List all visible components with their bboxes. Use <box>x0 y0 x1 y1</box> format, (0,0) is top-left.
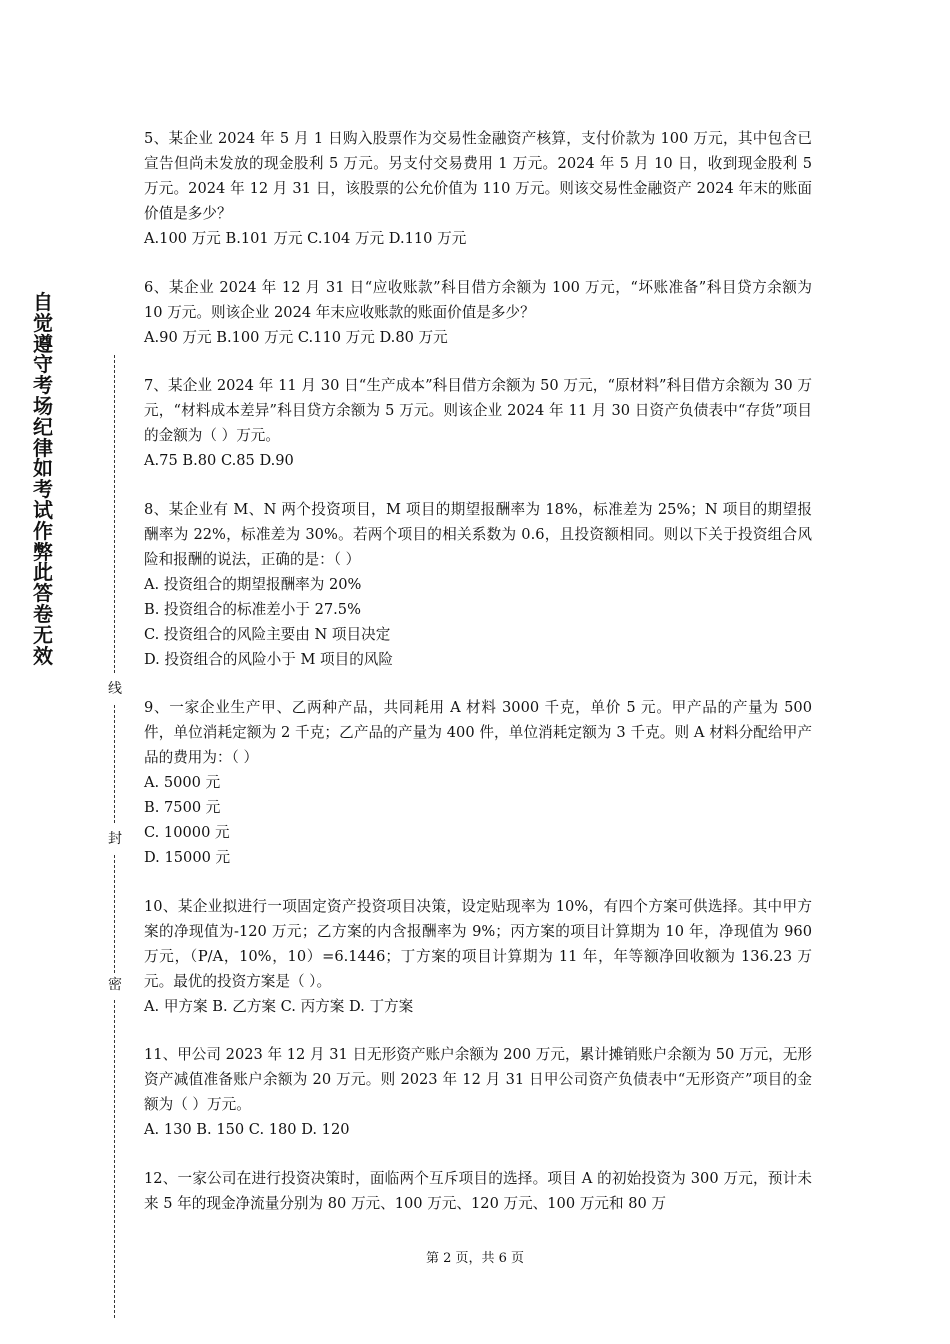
question-11 <box>144 1042 812 1142</box>
question-stem: 9、一家企业生产甲、乙两种产品，共同耗用 A 材料 3000 千克，单价 5 元。甲产品的产量为 500 件，单位消耗定额为 2 千克；乙产品的产量为 400 件，单位消耗定额为 3 千克。则 A 材料分配给甲产品的费用为：（ ） <box>144 699 812 766</box>
question-list <box>144 126 812 1239</box>
binding-mark-feng: 封 <box>108 831 122 847</box>
binding-line <box>114 705 115 823</box>
exam-discipline-notice: 自觉遵守考场纪律如考试作弊此答卷无效 <box>33 290 53 668</box>
question-stem: 11、甲公司 2023 年 12 月 31 日无形资产账户余额为 200 万元，累计摊销账户余额为 50 万元，无形资产减值准备账户余额为 20 万元。则 2023 年 12 月 31 日甲公司资产负债表中“无形资产”项目的金额为（ ）万元。 <box>144 1046 812 1113</box>
question-6 <box>144 275 812 350</box>
question-12 <box>144 1166 812 1216</box>
binding-mark-mi: 密 <box>108 977 122 993</box>
question-stem: 8、某企业有 M、N 两个投资项目，M 项目的期望报酬率为 18%，标准差为 25%；N 项目的期望报酬率为 22%，标准差为 30%。若两个项目的相关系数为 0.6，且投资额相同。则以下关于投资组合风险和报酬的说法，正确的是：（ ） <box>144 500 812 568</box>
option-d: D. 15000 元 <box>144 849 231 866</box>
question-options: A. 130 B. 150 C. 180 D. 120 <box>144 1121 350 1138</box>
binding-line <box>114 855 115 973</box>
question-8 <box>144 497 812 672</box>
question-stem: 10、某企业拟进行一项固定资产投资项目决策，设定贴现率为 10%，有四个方案可供选择。其中甲方案的净现值为-120 万元；乙方案的内含报酬率为 9%；丙方案的项目计算期为 10 年，净现值为 960 万元，（P/A，10%，10）=6.1446；丁方案的项目计算期为 11 年，年等额净回收额为 136.23 万元。最优的投资方案是（ ）。 <box>144 897 812 990</box>
question-options: A.90 万元 B.100 万元 C.110 万元 D.80 万元 <box>144 328 448 346</box>
binding-line <box>114 355 115 673</box>
page-number: 第 2 页，共 6 页 <box>425 1251 525 1266</box>
option-b: B. 7500 元 <box>144 799 221 816</box>
question-stem: 7、某企业 2024 年 11 月 30 日“生产成本”科目借方余额为 50 万元，“原材料”科目借方余额为 30 万元，“材料成本差异”科目贷方余额为 5 万元。则该企业 2024 年 11 月 30 日资产负债表中“存货”项目的金额为（ ）万元。 <box>144 377 812 444</box>
question-stem: 12、一家公司在进行投资决策时，面临两个互斥项目的选择。项目 A 的初始投资为 300 万元，预计未来 5 年的现金净流量分别为 80 万元、100 万元、120 万元、100 万元和 80 万 <box>144 1169 812 1212</box>
question-options: A.75 B.80 C.85 D.90 <box>144 452 294 469</box>
question-stem: 5、某企业 2024 年 5 月 1 日购入股票作为交易性金融资产核算，支付价款为 100 万元，其中包含已宣告但尚未发放的现金股利 5 万元。另支付交易费用 1 万元。2024 年 5 月 10 日，收到现金股利 5 万元。2024 年 12 月 31 日，该股票的公允价值为 110 万元。则该交易性金融资产 2024 年末的账面价值是多少？ <box>144 130 812 222</box>
option-a: A. 5000 元 <box>144 774 221 791</box>
binding-line <box>114 1000 115 1318</box>
option-c: C. 投资组合的风险主要由 N 项目决定 <box>144 625 391 643</box>
question-9 <box>144 695 812 870</box>
option-d: D. 投资组合的风险小于 M 项目的风险 <box>144 650 393 668</box>
question-options: A. 甲方案 B. 乙方案 C. 丙方案 D. 丁方案 <box>144 997 414 1015</box>
question-5 <box>144 126 812 251</box>
option-c: C. 10000 元 <box>144 824 230 841</box>
question-10 <box>144 894 812 1019</box>
option-b: B. 投资组合的标准差小于 27.5% <box>144 600 361 618</box>
option-a: A. 投资组合的期望报酬率为 20% <box>144 575 362 593</box>
question-7 <box>144 373 812 473</box>
question-options: A.100 万元 B.101 万元 C.104 万元 D.110 万元 <box>144 230 467 247</box>
question-stem: 6、某企业 2024 年 12 月 31 日“应收账款”科目借方余额为 100 万元，“坏账准备”科目贷方余额为 10 万元。则该企业 2024 年末应收账款的账面价值是多少？ <box>144 278 812 321</box>
binding-mark-xian: 线 <box>108 681 122 697</box>
